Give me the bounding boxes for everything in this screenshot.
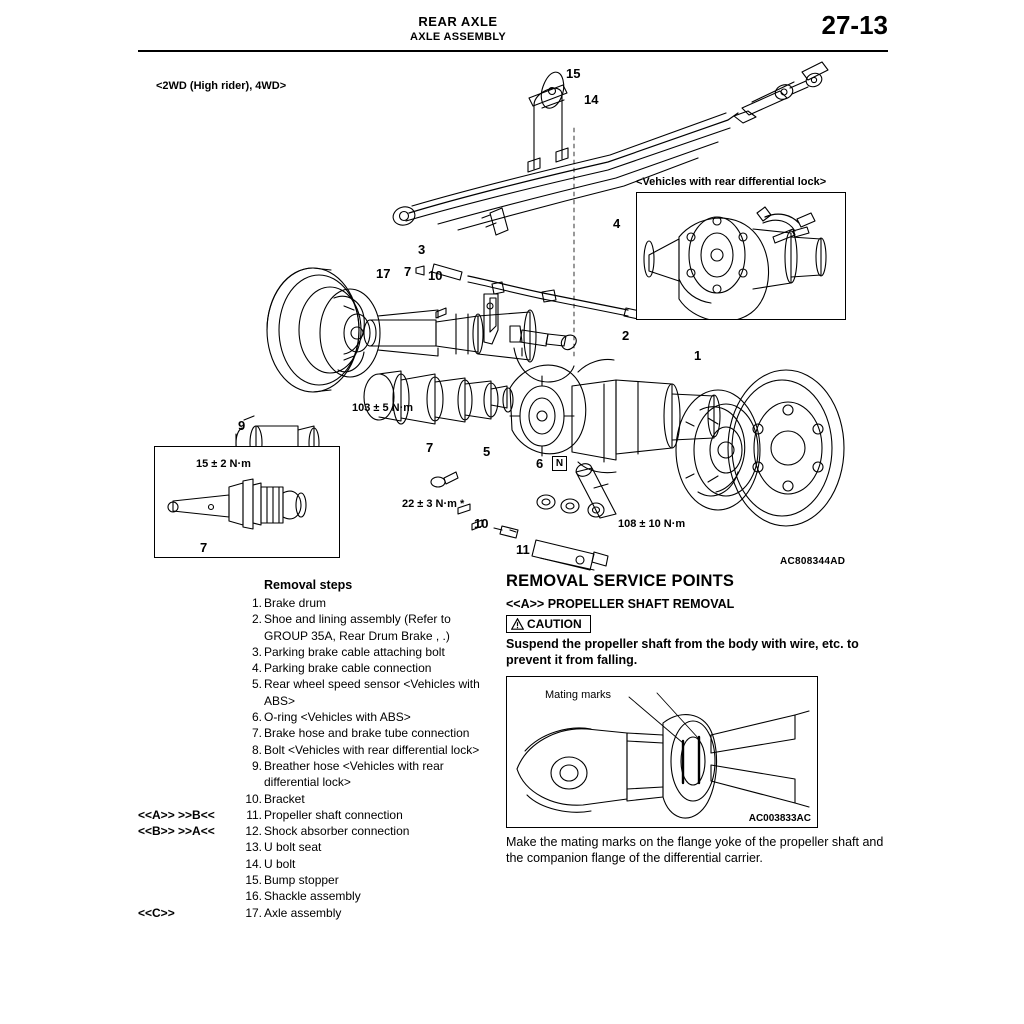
callout-4: 4 <box>613 216 621 231</box>
step-number: 16. <box>245 889 262 904</box>
page-header <box>138 10 888 50</box>
step-number: 14. <box>245 856 262 871</box>
caution-text: Suspend the propeller shaft from the body with wire, etc. to prevent it from falling. <box>506 637 859 667</box>
service-points-title: REMOVAL SERVICE POINTS <box>506 572 735 590</box>
list-item <box>138 888 490 904</box>
caution-label: CAUTION <box>527 617 582 631</box>
page-number: 27-13 <box>821 10 888 40</box>
torque-103: 103 ± 5 N·m <box>352 402 414 414</box>
torque-22: 22 ± 3 N·m * <box>402 498 465 510</box>
list-item <box>138 660 490 676</box>
service-points-subtitle: <<A>> PROPELLER SHAFT REMOVAL <box>506 597 735 611</box>
list-item <box>138 644 490 660</box>
list-item <box>138 856 490 872</box>
list-item <box>138 611 490 644</box>
callout-7c: 7 <box>200 540 208 555</box>
callout-13: 11 <box>516 542 530 557</box>
step-number: 17. <box>245 905 262 920</box>
step-number: 10. <box>245 791 262 806</box>
page-title: REAR AXLE <box>418 14 498 29</box>
step-number: 8. <box>251 742 262 757</box>
callout-14: 14 <box>584 92 599 107</box>
diff-lock-lineart <box>637 193 845 319</box>
step-number: 11. <box>246 807 262 822</box>
step-mark: <<B>> >>A<< <box>138 824 215 839</box>
step-number: 9. <box>251 758 262 773</box>
step-text: Bump stopper <box>264 873 339 888</box>
list-item <box>138 872 490 888</box>
callout-15: 15 <box>566 66 581 81</box>
step-text: O-ring <Vehicles with ABS> <box>264 710 411 725</box>
step-text: Shoe and lining assembly (Refer to GROUP 35A, Rear Drum Brake , .) <box>264 612 451 643</box>
step-mark: <<C>> <box>138 905 175 920</box>
step-number: 2. <box>251 612 262 627</box>
callout-6: 6 <box>536 456 544 471</box>
diff-lock-inset <box>636 192 846 320</box>
exploded-view-figure <box>138 58 888 578</box>
step-text: Axle assembly <box>264 905 342 920</box>
callout-2: 2 <box>622 328 630 343</box>
list-item <box>138 709 490 725</box>
step-text: Bracket <box>264 791 305 806</box>
step-number: 3. <box>251 644 262 659</box>
callout-12: 10 <box>474 516 489 531</box>
callout-3: 3 <box>418 242 426 257</box>
list-item <box>138 595 490 611</box>
list-item <box>138 791 490 807</box>
figure-code: AC808344AD <box>780 556 846 567</box>
removal-service-points-section <box>506 572 890 866</box>
callout-5: 5 <box>483 444 491 459</box>
callout-7a: 7 <box>404 264 412 279</box>
removal-steps-section <box>138 578 490 921</box>
caution-badge <box>506 615 591 633</box>
callout-10: 10 <box>428 268 443 283</box>
list-item <box>138 725 490 741</box>
step-number: 15. <box>245 873 262 888</box>
step-text: Brake drum <box>264 596 327 610</box>
figure-variant-label: <2WD (High rider), 4WD> <box>156 80 287 92</box>
step-text: Breather hose <Vehicles with rear differential lock> <box>264 758 444 790</box>
list-item <box>138 676 490 709</box>
removal-steps-heading: Removal steps <box>264 578 353 592</box>
torque-108: 108 ± 10 N·m <box>618 518 686 530</box>
step-number: 13. <box>245 840 262 855</box>
callout-17: 17 <box>376 266 391 281</box>
callout-7b: 7 <box>426 440 434 455</box>
service-points-body: Make the mating marks on the flange yoke of the propeller shaft and the companion flange of the differential carrier. <box>506 835 884 865</box>
step-text: U bolt <box>264 856 296 871</box>
mating-marks-label: Mating marks <box>545 689 612 701</box>
step-text: Parking brake cable attaching bolt <box>264 644 445 659</box>
step-text: Propeller shaft connection <box>264 807 403 822</box>
step-number: 5. <box>251 677 262 692</box>
nut-badge: N <box>552 456 567 471</box>
callout-11: 9 <box>238 418 246 433</box>
step-text: U bolt seat <box>264 840 322 855</box>
step-text: Shock absorber connection <box>264 824 410 839</box>
step-number: 7. <box>251 726 262 741</box>
step-text: Bolt <Vehicles with rear differential lock> <box>264 742 480 757</box>
torque-15: 15 ± 2 N·m <box>196 458 251 470</box>
step-text: Parking brake cable connection <box>264 661 432 676</box>
list-item <box>138 905 490 921</box>
list-item <box>138 742 490 758</box>
list-item <box>138 807 490 823</box>
list-item <box>138 823 490 839</box>
page-subtitle: AXLE ASSEMBLY <box>410 31 506 43</box>
step-number: 4. <box>251 661 262 676</box>
header-divider <box>138 50 888 52</box>
list-item <box>138 839 490 855</box>
diff-lock-inset-label: <Vehicles with rear differential lock> <box>636 176 827 188</box>
step-text: Shackle assembly <box>264 889 361 904</box>
warning-triangle-icon <box>511 618 524 630</box>
step-mark: <<A>> >>B<< <box>138 807 215 822</box>
step-number: 1. <box>251 596 262 610</box>
callout-1: 1 <box>694 348 702 363</box>
list-item <box>138 758 490 791</box>
step-number: 6. <box>251 710 262 725</box>
step-text: Rear wheel speed sensor <Vehicles with ABS> <box>264 677 480 708</box>
step-text: Brake hose and brake tube connection <box>264 726 470 741</box>
illustration-code: AC003833AC <box>748 813 811 824</box>
step-number: 12. <box>245 824 262 839</box>
mating-marks-illustration <box>506 676 818 828</box>
